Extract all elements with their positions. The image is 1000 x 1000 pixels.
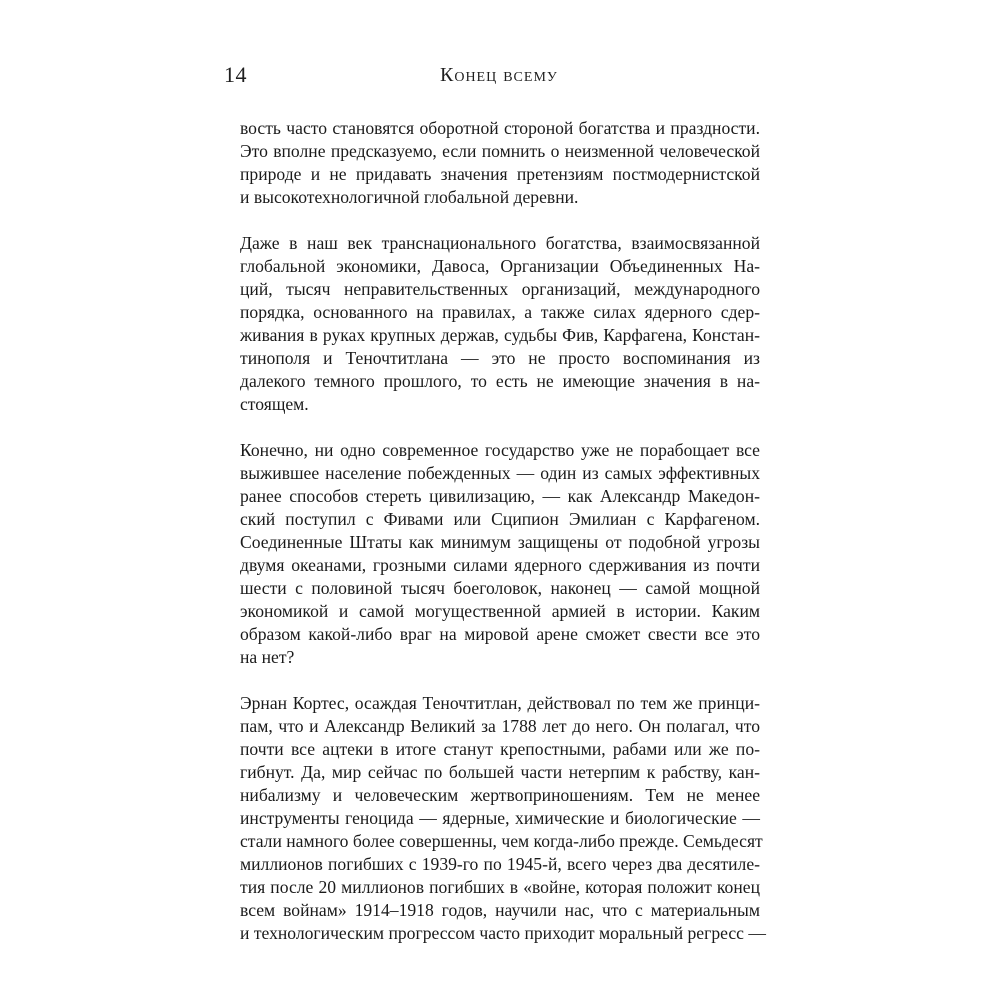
text-line: почти все ацтеки в итоге станут крепостными, рабами или же по- [240,739,760,759]
text-line: всем войнам» 1914–1918 годов, научили нас, что с материальным [240,900,760,920]
text-line: миллионов погибших с 1939-го по 1945-й, всего через два десятиле- [240,854,760,874]
text-line: ций, тысяч неправительственных организаций, международного [240,279,760,299]
text-line: стали намного более совершенны, чем когда-либо прежде. Семьдесят [240,831,763,851]
text-line: Конечно, ни одно современное государство уже не порабощает все [240,440,760,460]
text-line: ранее способов стереть цивилизацию, — как Александр Македон- [240,486,760,506]
text-line: нибализму и человеческим жертвоприношениям. Тем не менее [240,785,760,805]
paragraph [240,232,760,416]
text-line: экономикой и самой могущественной армией в истории. Каким [240,601,760,621]
text-line: живания в руках крупных держав, судьбы Фив, Карфагена, Констан- [240,325,760,345]
paragraph [240,692,766,945]
text-line: Это вполне предсказуемо, если помнить о неизменной человеческой [240,141,760,161]
text-line: порядка, основанного на правилах, а также силах ядерного сдер- [240,302,760,322]
running-header-title: Конец всему [440,64,558,86]
text-line: глобальной экономики, Давоса, Организации Объединенных На- [240,256,760,276]
text-line: Даже в наш век транснационального богатства, взаимосвязанной [240,233,760,253]
text-line: вость часто становятся оборотной стороной богатства и праздности. [240,118,760,138]
text-line: на нет? [240,647,295,667]
text-line: стоящем. [240,394,309,414]
text-line: тинополя и Теночтитлана — это не просто воспоминания из [240,348,760,368]
text-line: образом какой-либо враг на мировой арене сможет свести все это [240,624,760,644]
text-line: шести с половиной тысяч боеголовок, наконец — самой мощной [240,578,760,598]
text-line: далекого темного прошлого, то есть не имеющие значения в на- [240,371,760,391]
text-line: инструменты геноцида — ядерные, химические и биологические — [240,808,760,828]
text-line: Соединенные Штаты как минимум защищены от подобной угрозы [240,532,760,552]
text-line: выжившее население побежденных — один из самых эффективных [240,463,760,483]
text-line: гибнут. Да, мир сейчас по большей части нетерпим к рабству, кан- [240,762,760,782]
text-line: и высокотехнологичной глобальной деревни. [240,187,579,207]
text-line: тия после 20 миллионов погибших в «войне, которая положит конец [240,877,760,897]
page-number: 14 [224,62,247,87]
text-line: двумя океанами, грозными силами ядерного сдерживания из почти [240,555,760,575]
paragraph [240,439,760,669]
text-line: ский поступил с Фивами или Сципион Эмилиан с Карфагеном. [240,509,760,529]
text-line: и технологическим прогрессом часто приходит моральный регресс — [240,923,766,943]
paragraph [240,117,760,209]
text-line: Эрнан Кортес, осаждая Теночтитлан, действовал по тем же принци- [240,693,760,713]
text-line: природе и не придавать значения претензиям постмодернистской [240,164,760,184]
text-line: пам, что и Александр Великий за 1788 лет до него. Он полагал, что [240,716,760,736]
body-text [240,117,766,968]
